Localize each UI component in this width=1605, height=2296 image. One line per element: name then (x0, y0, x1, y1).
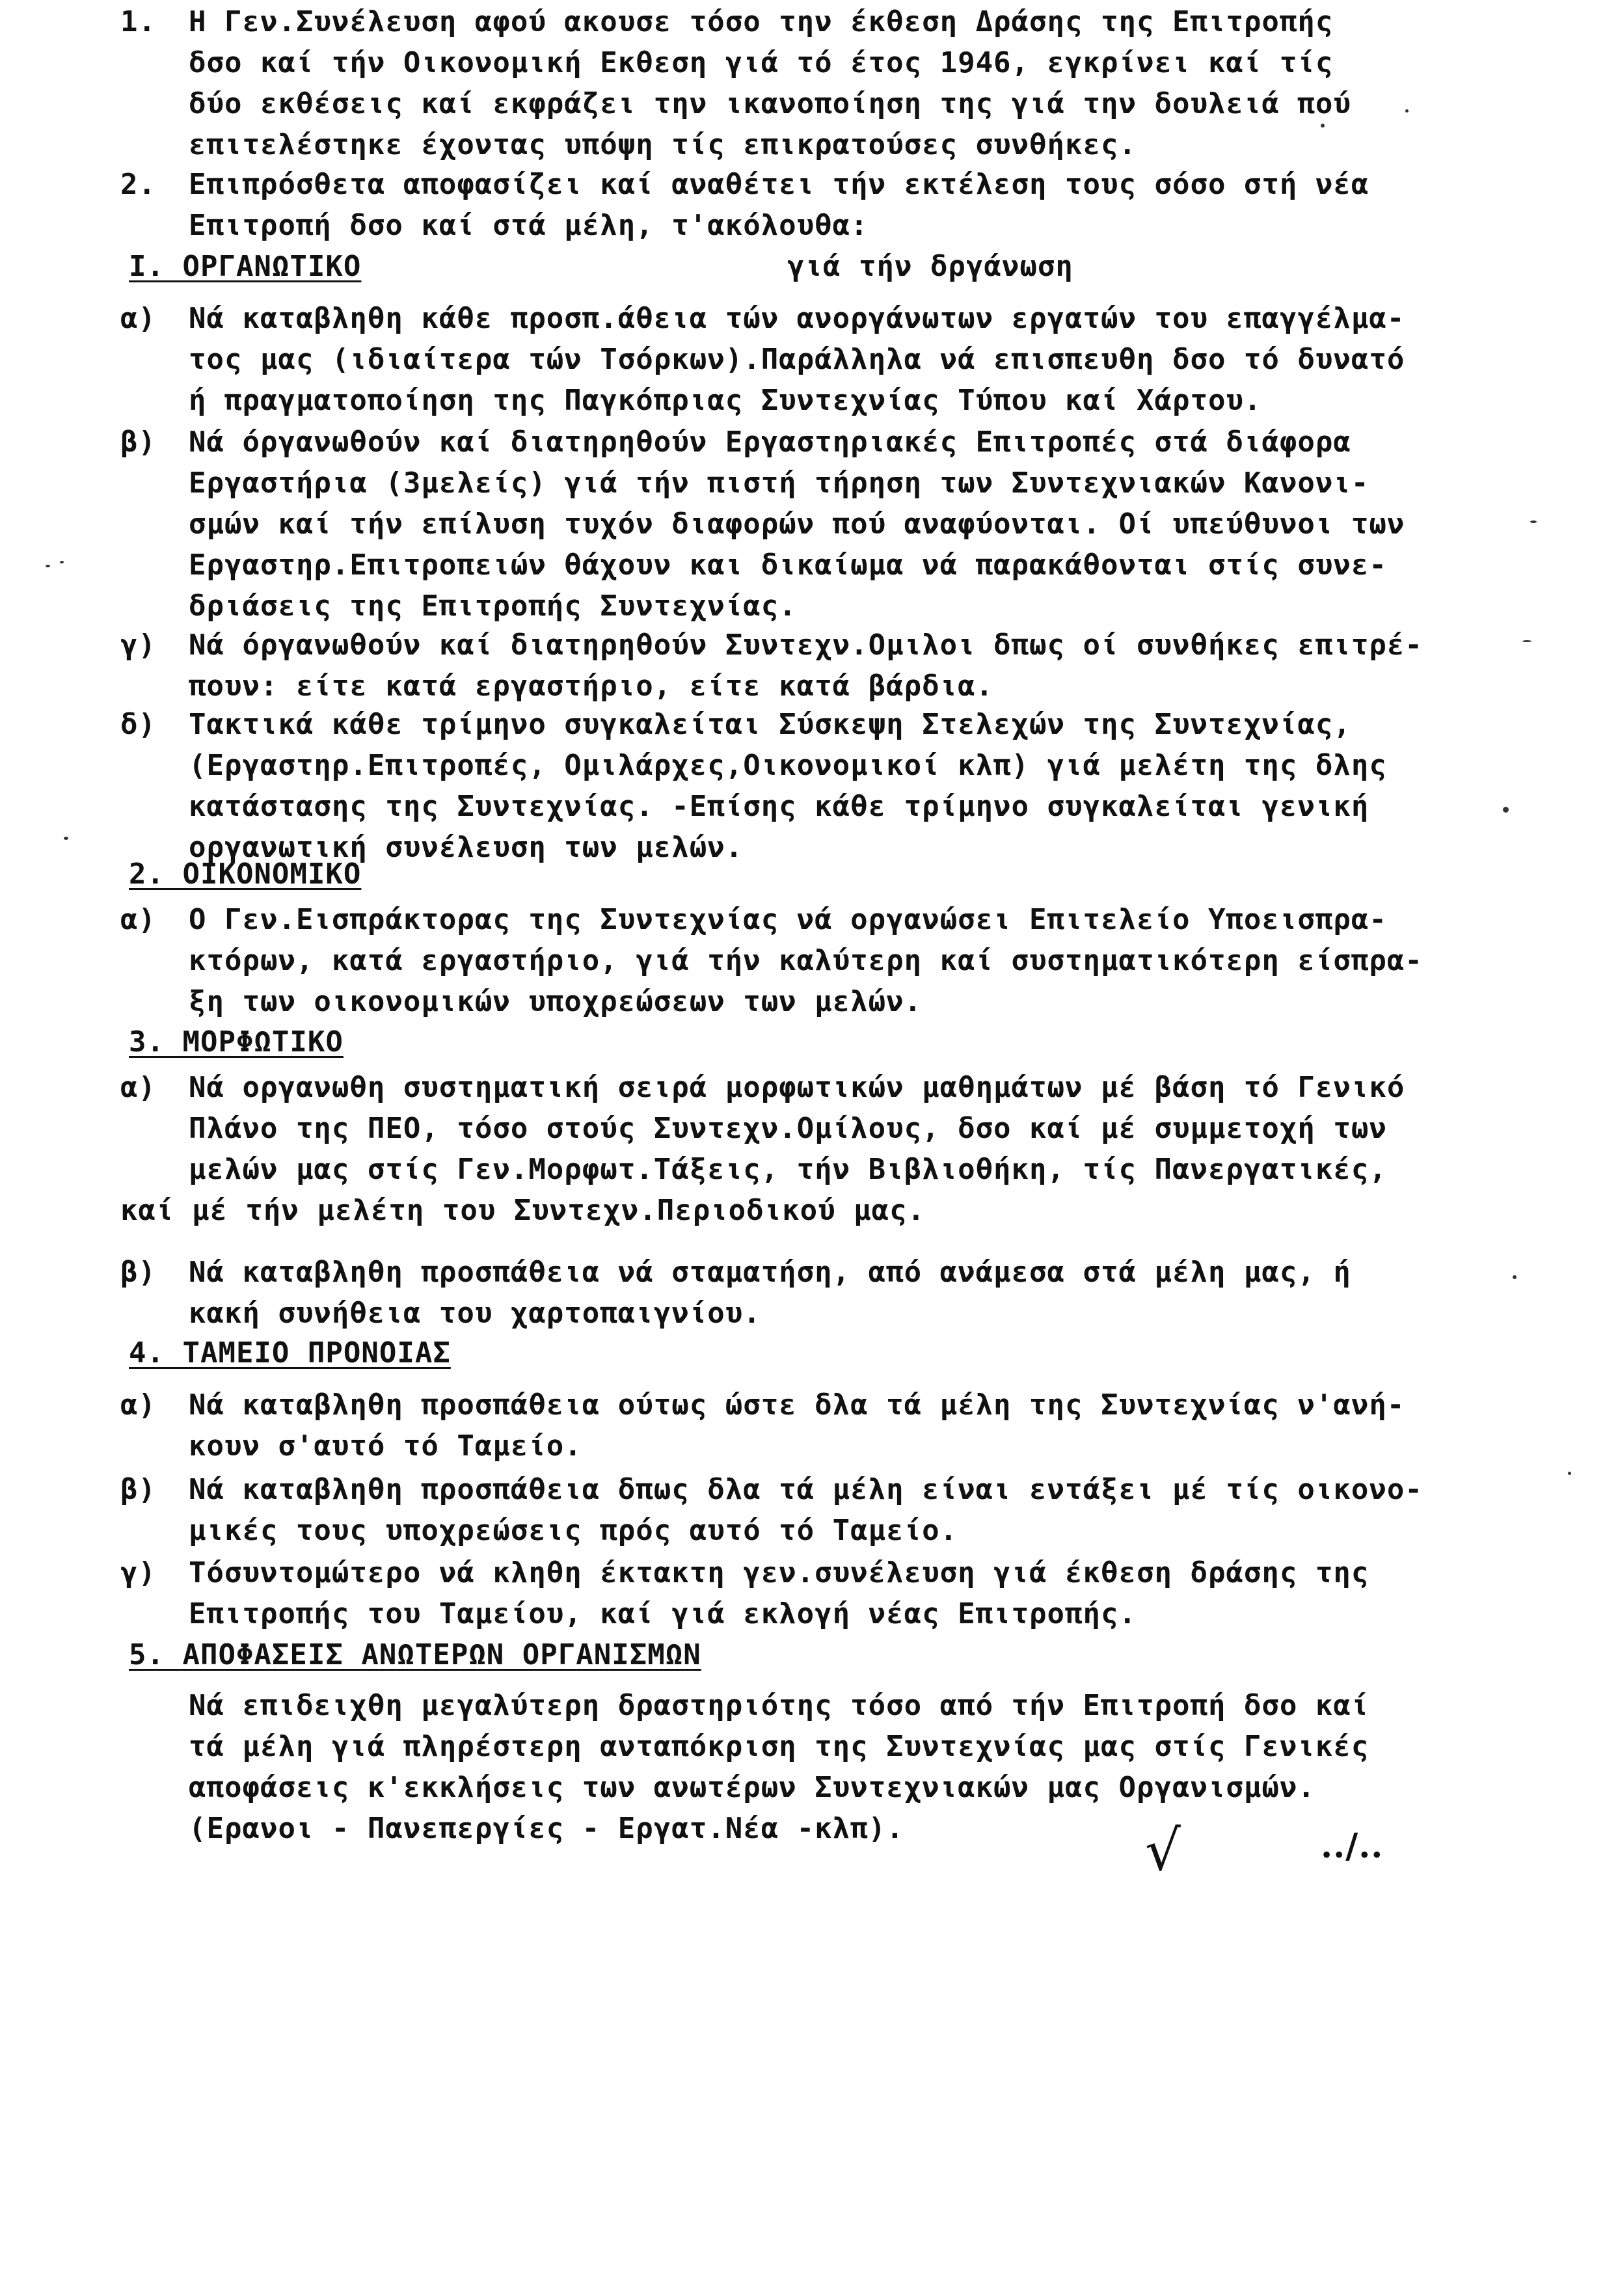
text-line: Νά καταβληθη κάθε προσπ.άθεια τών ανοργάνωτων εργατών του επαγγέλμα- (189, 302, 1405, 335)
text-line: Η Γεν.Συνέλευση αφού ακουσε τόσο την έκθεση Δράσης της Επιτροπής (189, 5, 1334, 38)
text-line: Νά καταβληθη προσπάθεια ούτως ώστε δλα τά μέλη της Συντεχνίας ν'ανή- (189, 1388, 1405, 1422)
text-line: μελών μας στίς Γεν.Μορφωτ.Τάξεις, τήν Βιβλιοθήκη, τίς Πανεργατικές, (189, 1153, 1387, 1186)
item-text (189, 1552, 1568, 1634)
section-3-heading: 3. ΜΟΡΦΩΤΙΚΟ (129, 1025, 344, 1059)
item-marker: β) (120, 1256, 156, 1289)
scan-speck (46, 565, 50, 567)
text-line: Τόσυντομώτερο νά κληθη έκτακτη γεν.συνέλευση γιά έκθεση δράσης της (189, 1556, 1369, 1589)
text-line: κατάστασης της Συντεχνίας. -Επίσης κάθε τρίμηνο συγκαλείται γενική (189, 790, 1369, 823)
text-line: δύο εκθέσεις καί εκφράζει την ικανοποίηση της γιά την δουλειά πού (189, 87, 1351, 120)
text-line: Πλάνο της ΠΕΟ, τόσο στούς Συντεχν.Ομίλους, δσο καί μέ συμμετοχή των (189, 1112, 1387, 1145)
text-line: καί μέ τήν μελέτη του Συντεχν.Περιοδικού μας. (120, 1194, 926, 1227)
point-1-number: 1. (120, 5, 156, 38)
item-text (189, 899, 1568, 1022)
text-line: τος μας (ιδιαίτερα τών Τσόρκων).Παράλληλα νά επισπευθη δσο τό δυνατό (189, 343, 1405, 376)
point-2-text (189, 164, 1568, 246)
section-5-heading: 5. ΑΠΟΦΑΣΕΙΣ ΑΝΩΤΕΡΩΝ ΟΡΓΑΝΙΣΜΩΝ (129, 1638, 701, 1671)
text-line: ή πραγματοποίηση της Παγκόπριας Συντεχνίας Τύπου καί Χάρτου. (189, 384, 1262, 417)
text-line: σμών καί τήν επίλυση τυχόν διαφορών πού αναφύονται. Οί υπεύθυνοι των (189, 507, 1405, 541)
section-2-heading: 2. ΟΙΚΟΝΟΜΙΚΟ (129, 858, 362, 891)
item-text (189, 704, 1568, 868)
text-line: Τακτικά κάθε τρίμηνο συγκαλείται Σύσκεψη Στελεχών της Συντεχνίας, (189, 708, 1351, 741)
item-marker: α) (120, 1388, 156, 1422)
item-marker: β) (120, 425, 156, 459)
scan-speck (1522, 640, 1531, 642)
item-text (189, 625, 1568, 707)
scan-speck (64, 837, 68, 840)
scan-speck (1530, 520, 1537, 523)
text-line: Νά επιδειχθη μεγαλύτερη δραστηριότης τόσο από τήν Επιτροπή δσο καί (189, 1689, 1369, 1722)
section-5-text (189, 1685, 1555, 1849)
text-line: Νά όργανωθούν καί διατηρηθούν Εργαστηριακές Επιτροπές στά διάφορα (189, 425, 1351, 459)
text-line: κουν σ'αυτό τό Ταμείο. (189, 1429, 582, 1463)
point-1-text (189, 1, 1568, 165)
check-mark: √ (1145, 1818, 1181, 1884)
text-line: Νά καταβληθη προσπάθεια νά σταματήση, από ανάμεσα στά μέλη μας, ή (189, 1256, 1351, 1289)
text-line: κτόρων, κατά εργαστήριο, γιά τήν καλύτερη καί συστηματικότερη είσπρα- (189, 944, 1423, 977)
text-line: (Εργαστηρ.Επιτροπές, Ομιλάρχες,Οικονομικοί κλπ) γιά μελέτη της δλης (189, 749, 1387, 782)
handwritten-note: γιά τήν δργάνωση (787, 250, 1073, 283)
text-line: Επιτροπής του Ταμείου, καί γιά εκλογή νέας Επιτροπής. (189, 1597, 1137, 1630)
text-line: ξη των οικονομικών υποχρεώσεων των μελών. (189, 985, 923, 1018)
continuation-mark: ../.. (1321, 1826, 1384, 1866)
point-2-number: 2. (120, 168, 156, 201)
text-line: Επιτροπή δσο καί στά μέλη, τ'ακόλουθα: (189, 209, 869, 242)
text-line: Νά οργανωθη συστηματική σειρά μορφωτικών μαθημάτων μέ βάση τό Γενικό (189, 1071, 1405, 1104)
item-text (189, 298, 1568, 421)
text-line: Επιπρόσθετα αποφασίζει καί αναθέτει τήν εκτέλεση τους σόσο στή νέα (189, 168, 1369, 201)
item-marker: δ) (120, 708, 156, 741)
section-1-heading: I. ΟΡΓΑΝΩΤΙΚΟ (129, 250, 362, 283)
item-marker: γ) (120, 628, 156, 662)
text-line: τά μέλη γιά πληρέστερη ανταπόκριση της Συντεχνίας μας στίς Γενικές (189, 1730, 1369, 1763)
text-line: αποφάσεις κ'εκκλήσεις των ανωτέρων Συντεχνιακών μας Οργανισμών. (189, 1771, 1315, 1804)
text-line: Νά καταβληθη προσπάθεια δπως δλα τά μέλη είναι εντάξει μέ τίς οικονο- (189, 1473, 1423, 1506)
item-marker: α) (120, 1071, 156, 1104)
scan-speck (1405, 109, 1409, 113)
text-line: Εργαστήρια (3μελείς) γιά τήν πιστή τήρηση των Συντεχνιακών Κανονι- (189, 466, 1369, 500)
text-line: οργανωτική συνέλευση των μελών. (189, 831, 744, 864)
item-marker: β) (120, 1473, 156, 1506)
text-line: επιτελέστηκε έχοντας υπόψη τίς επικρατούσες συνθήκες. (189, 128, 1137, 161)
text-line: δριάσεις της Επιτροπής Συντεχνίας. (189, 589, 797, 623)
scan-speck (1321, 124, 1325, 128)
scan-speck (1568, 1472, 1571, 1475)
section-4-heading: 4. ΤΑΜΕΙΟ ΠΡΟΝΟΙΑΣ (129, 1336, 451, 1370)
text-line: μικές τους υποχρεώσεις πρός αυτό τό Ταμείο. (189, 1514, 958, 1547)
item-text (189, 1384, 1568, 1466)
scan-speck (1503, 807, 1509, 813)
item-text (189, 1252, 1568, 1334)
item-text (189, 1469, 1568, 1551)
text-line: δσο καί τήν Οικονομική Εκθεση γιά τό έτος 1946, εγκρίνει καί τίς (189, 46, 1334, 79)
item-marker: α) (120, 903, 156, 936)
text-line: πουν: είτε κατά εργαστήριο, είτε κατά βάρδια. (189, 669, 994, 703)
scan-speck (1513, 1275, 1517, 1279)
text-line: Εργαστηρ.Επιτροπειών θάχουν και δικαίωμα νά παρακάθονται στίς συνε- (189, 548, 1387, 582)
item-text (189, 422, 1568, 627)
text-line: Ο Γεν.Εισπράκτορας της Συντεχνίας νά οργανώσει Επιτελείο Υποεισπρα- (189, 903, 1387, 936)
item-marker: γ) (120, 1556, 156, 1589)
text-line: (Ερανοι - Πανεπεργίες - Εργατ.Νέα -κλπ). (189, 1812, 904, 1845)
item-text (189, 1067, 1568, 1190)
text-line: κακή συνήθεια του χαρτοπαιγνίου. (189, 1297, 761, 1330)
text-line: Νά όργανωθούν καί διατηρηθούν Συντεχν.Ομιλοι δπως οί συνθήκες επιτρέ- (189, 628, 1423, 662)
scan-speck (60, 561, 64, 563)
item-marker: α) (120, 302, 156, 335)
